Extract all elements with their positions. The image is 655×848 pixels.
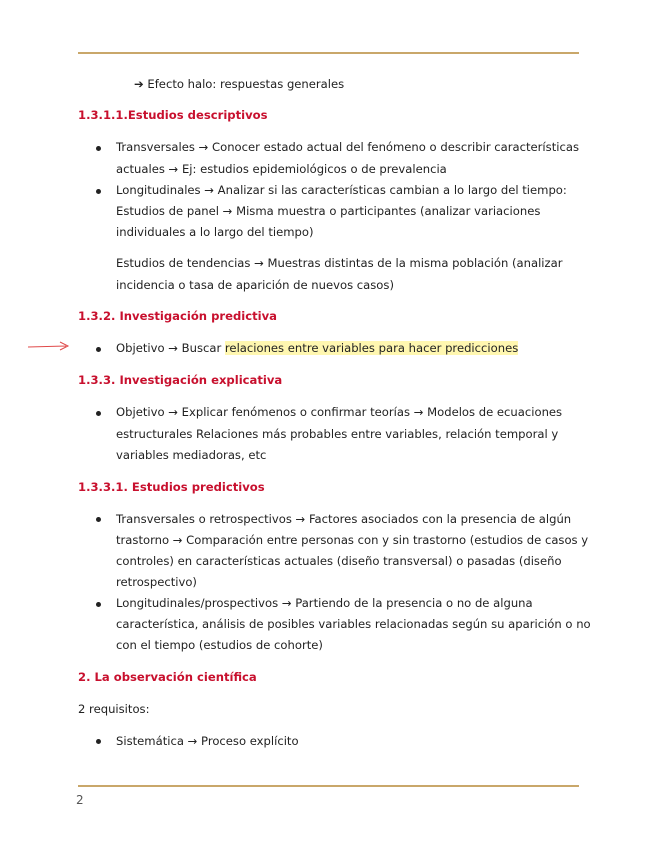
bullet-icon <box>96 189 101 194</box>
heading-1-3-2: 1.3.2. Investigación predictiva <box>78 309 278 323</box>
bullet-longitudinales-line1: Longitudinales → Analizar si las características cambian a lo largo del tiempo: <box>116 183 567 197</box>
bullet-longitudinales-line2: Estudios de panel → Misma muestra o participantes (analizar variaciones <box>116 204 541 218</box>
requisitos-text: 2 requisitos: <box>78 702 150 716</box>
bullet-icon <box>96 347 101 352</box>
bullet-retrospectivos-line4: retrospectivo) <box>116 575 197 589</box>
bullet-objetivo-explicativa-line2: estructurales Relaciones más probables entre variables, relación temporal y <box>116 427 559 441</box>
tendencias-line2: incidencia o tasa de aparición de nuevos casos) <box>116 278 394 292</box>
bullet-icon <box>96 146 101 151</box>
bullet-objetivo-explicativa-line3: variables mediadoras, etc <box>116 448 267 462</box>
highlighted-text: relaciones entre variables para hacer predicciones <box>224 341 519 355</box>
page-number: 2 <box>76 793 84 807</box>
bullet-transversales-line2: actuales → Ej: estudios epidemiológicos o de prevalencia <box>116 162 447 176</box>
tendencias-line1: Estudios de tendencias → Muestras distintas de la misma población (analizar <box>116 256 563 270</box>
bullet-objetivo-predictiva <box>116 341 518 355</box>
bullet-icon <box>96 411 101 416</box>
bullet-prospectivos-line3: con el tiempo (estudios de cohorte) <box>116 638 323 652</box>
heading-2: 2. La observación científica <box>78 670 257 684</box>
bullet-icon <box>96 602 101 607</box>
heading-1-3-3-1: 1.3.3.1. Estudios predictivos <box>78 480 265 494</box>
bullet-retrospectivos-line2: trastorno → Comparación entre personas con y sin trastorno (estudios de casos y <box>116 533 589 547</box>
bullet-transversales-line1: Transversales → Conocer estado actual del fenómeno o describir características <box>116 140 579 154</box>
bullet-icon <box>96 739 101 744</box>
handwritten-arrow-icon <box>28 341 70 351</box>
bullet-longitudinales-line3: individuales a lo largo del tiempo) <box>116 225 314 239</box>
objetivo-text: Objetivo → Buscar <box>116 341 225 355</box>
bullet-retrospectivos-line1: Transversales o retrospectivos → Factores asociados con la presencia de algún <box>116 512 572 526</box>
heading-1-3-3: 1.3.3. Investigación explicativa <box>78 373 283 387</box>
bullet-prospectivos-line2: característica, análisis de posibles variables relacionadas según su aparición o no <box>116 617 591 631</box>
footer-rule <box>78 785 579 787</box>
arrow-list-item: ➔ Efecto halo: respuestas generales <box>134 77 345 91</box>
bullet-prospectivos-line1: Longitudinales/prospectivos → Partiendo de la presencia o no de alguna <box>116 596 533 610</box>
bullet-sistematica: Sistemática → Proceso explícito <box>116 734 299 748</box>
bullet-icon <box>96 517 101 522</box>
bullet-objetivo-explicativa-line1: Objetivo → Explicar fenómenos o confirmar teorías → Modelos de ecuaciones <box>116 405 563 419</box>
heading-1-3-1-1: 1.3.1.1.Estudios descriptivos <box>78 108 268 122</box>
header-rule <box>78 52 579 54</box>
bullet-retrospectivos-line3: controles) en características actuales (diseño transversal) o pasadas (diseño <box>116 554 562 568</box>
